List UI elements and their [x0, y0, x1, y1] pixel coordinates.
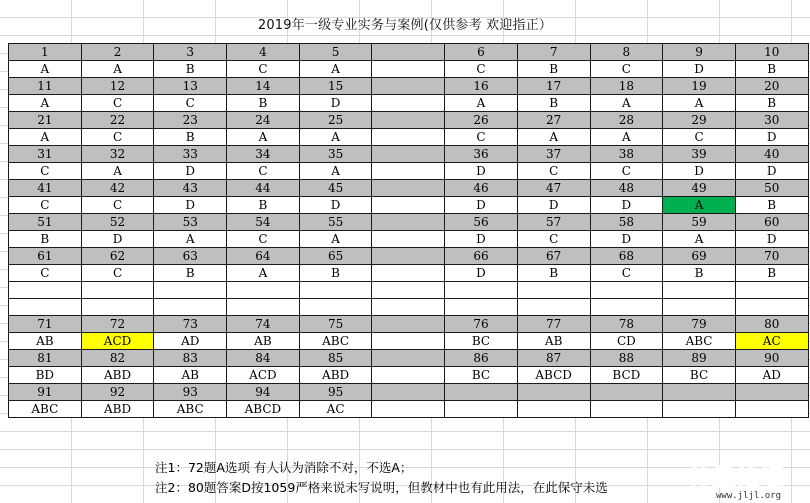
answer-cell[interactable] [517, 401, 590, 418]
question-number-cell[interactable]: 84 [227, 350, 300, 367]
question-number-cell[interactable]: 6 [445, 44, 518, 61]
question-number-row [9, 350, 809, 367]
question-number-cell[interactable]: 50 [735, 180, 808, 197]
question-number-cell[interactable] [372, 112, 445, 129]
answer-cell[interactable]: B [735, 197, 808, 214]
question-number-cell[interactable]: 29 [663, 112, 736, 129]
answer-cell[interactable]: D [735, 231, 808, 248]
question-number-cell[interactable]: 27 [517, 112, 590, 129]
question-number-cell[interactable]: 76 [445, 316, 518, 333]
answer-cell[interactable]: C [9, 197, 82, 214]
answer-cell[interactable]: D [663, 61, 736, 78]
question-number-cell[interactable]: 2 [81, 44, 154, 61]
answer-cell[interactable]: C [227, 61, 300, 78]
question-number-cell[interactable]: 91 [9, 384, 82, 401]
answer-cell[interactable]: ABCD [227, 401, 300, 418]
question-number-cell[interactable]: 64 [227, 248, 300, 265]
answer-cell[interactable]: AB [517, 333, 590, 350]
question-number-row [9, 146, 809, 163]
question-number-cell[interactable]: 66 [445, 248, 518, 265]
question-number-cell[interactable]: 38 [590, 146, 663, 163]
answer-cell[interactable]: C [445, 129, 518, 146]
question-number-cell[interactable] [372, 146, 445, 163]
answer-cell[interactable]: B [517, 265, 590, 282]
question-number-cell[interactable] [372, 350, 445, 367]
question-number-cell[interactable]: 23 [154, 112, 227, 129]
question-number-cell[interactable] [517, 384, 590, 401]
question-number-cell[interactable]: 44 [227, 180, 300, 197]
answer-cell[interactable]: BC [445, 367, 518, 384]
empty-cell[interactable] [517, 282, 590, 299]
empty-cell[interactable] [445, 282, 518, 299]
question-number-cell[interactable]: 47 [517, 180, 590, 197]
empty-cell[interactable] [81, 282, 154, 299]
question-number-cell[interactable]: 69 [663, 248, 736, 265]
question-number-cell[interactable] [663, 384, 736, 401]
question-number-cell[interactable]: 39 [663, 146, 736, 163]
question-number-cell[interactable]: 34 [227, 146, 300, 163]
question-number-cell[interactable]: 14 [227, 78, 300, 95]
answer-cell[interactable]: A [517, 129, 590, 146]
answer-cell[interactable] [372, 163, 445, 180]
question-number-cell[interactable]: 37 [517, 146, 590, 163]
answer-cell[interactable]: A [9, 61, 82, 78]
empty-cell[interactable] [590, 282, 663, 299]
question-number-cell[interactable]: 85 [299, 350, 372, 367]
question-number-cell[interactable]: 86 [445, 350, 518, 367]
empty-cell[interactable] [517, 299, 590, 316]
question-number-cell[interactable]: 60 [735, 214, 808, 231]
answer-cell[interactable]: BD [9, 367, 82, 384]
answer-cell[interactable]: A [299, 129, 372, 146]
answer-cell[interactable]: C [9, 163, 82, 180]
question-number-cell[interactable]: 82 [81, 350, 154, 367]
empty-cell[interactable] [227, 299, 300, 316]
question-number-cell[interactable]: 5 [299, 44, 372, 61]
answer-cell[interactable]: AD [735, 367, 808, 384]
question-number-cell[interactable]: 80 [735, 316, 808, 333]
answer-cell[interactable]: A [663, 197, 736, 214]
question-number-cell[interactable] [372, 78, 445, 95]
answer-cell[interactable]: C [590, 61, 663, 78]
answer-cell[interactable]: AC [735, 333, 808, 350]
watermark-logo [686, 461, 806, 501]
answer-cell[interactable]: AB [9, 333, 82, 350]
question-number-cell[interactable]: 68 [590, 248, 663, 265]
question-number-row [9, 180, 809, 197]
answer-cell[interactable]: D [299, 95, 372, 112]
answer-cell[interactable] [663, 401, 736, 418]
question-number-cell[interactable]: 77 [517, 316, 590, 333]
question-number-cell[interactable]: 25 [299, 112, 372, 129]
answer-cell[interactable]: D [735, 129, 808, 146]
answer-cell[interactable]: ACD [227, 367, 300, 384]
question-number-cell[interactable]: 28 [590, 112, 663, 129]
question-number-cell[interactable]: 95 [299, 384, 372, 401]
question-number-cell[interactable]: 53 [154, 214, 227, 231]
answer-cell[interactable] [372, 231, 445, 248]
answer-cell[interactable]: B [154, 265, 227, 282]
answer-cell[interactable]: C [517, 163, 590, 180]
empty-cell[interactable] [9, 282, 82, 299]
question-number-cell[interactable]: 1 [9, 44, 82, 61]
answer-cell[interactable]: A [227, 129, 300, 146]
question-number-cell[interactable] [372, 214, 445, 231]
answer-cell[interactable]: CD [590, 333, 663, 350]
answer-cell[interactable] [372, 197, 445, 214]
question-number-cell[interactable]: 94 [227, 384, 300, 401]
answer-cell[interactable]: C [81, 197, 154, 214]
empty-cell[interactable] [735, 299, 808, 316]
empty-cell[interactable] [227, 282, 300, 299]
answer-cell[interactable]: A [663, 95, 736, 112]
question-number-cell[interactable]: 61 [9, 248, 82, 265]
answer-cell[interactable]: D [445, 265, 518, 282]
question-number-cell[interactable] [372, 316, 445, 333]
question-number-cell[interactable]: 74 [227, 316, 300, 333]
question-number-cell[interactable] [372, 248, 445, 265]
question-number-cell[interactable]: 4 [227, 44, 300, 61]
answer-cell[interactable]: D [445, 163, 518, 180]
answer-cell[interactable]: D [81, 231, 154, 248]
answer-cell[interactable]: D [299, 197, 372, 214]
blank-row [9, 282, 809, 299]
answer-cell[interactable]: ABC [9, 401, 82, 418]
question-number-cell[interactable]: 19 [663, 78, 736, 95]
answer-cell[interactable]: A [663, 231, 736, 248]
answer-row [9, 129, 809, 146]
question-number-cell[interactable]: 57 [517, 214, 590, 231]
note-1: 注1：72题A选项 有人认为消除不对，不选A； [155, 460, 413, 475]
page-title: 2019年一级专业实务与案例(仅供参考 欢迎指正） [257, 18, 553, 33]
answer-cell[interactable]: B [227, 95, 300, 112]
answer-cell[interactable]: BCD [590, 367, 663, 384]
answer-cell[interactable]: A [9, 129, 82, 146]
answer-cell[interactable]: BC [663, 367, 736, 384]
question-number-cell[interactable]: 13 [154, 78, 227, 95]
question-number-cell[interactable]: 11 [9, 78, 82, 95]
answer-cell[interactable]: A [445, 95, 518, 112]
question-number-cell[interactable]: 46 [445, 180, 518, 197]
empty-cell[interactable] [81, 299, 154, 316]
question-number-cell[interactable]: 15 [299, 78, 372, 95]
answer-table [8, 43, 809, 418]
answer-cell[interactable]: D [154, 197, 227, 214]
empty-cell[interactable] [154, 299, 227, 316]
answer-cell[interactable] [445, 401, 518, 418]
question-number-cell[interactable]: 70 [735, 248, 808, 265]
question-number-cell[interactable]: 10 [735, 44, 808, 61]
answer-cell[interactable]: C [9, 265, 82, 282]
answer-cell[interactable]: A [154, 231, 227, 248]
answer-row [9, 401, 809, 418]
question-number-row [9, 112, 809, 129]
answer-cell[interactable]: B [517, 61, 590, 78]
answer-cell[interactable]: AB [154, 367, 227, 384]
empty-cell[interactable] [299, 282, 372, 299]
answer-cell[interactable]: ABCD [517, 367, 590, 384]
answer-cell[interactable]: D [735, 163, 808, 180]
answer-cell[interactable]: A [299, 163, 372, 180]
question-number-row [9, 384, 809, 401]
answer-cell[interactable]: B [227, 197, 300, 214]
question-number-cell[interactable] [372, 384, 445, 401]
empty-cell[interactable] [663, 282, 736, 299]
answer-cell[interactable]: ACD [81, 333, 154, 350]
question-number-cell[interactable]: 78 [590, 316, 663, 333]
question-number-cell[interactable]: 58 [590, 214, 663, 231]
question-number-cell[interactable] [590, 384, 663, 401]
answer-cell[interactable]: A [590, 95, 663, 112]
question-number-cell[interactable]: 56 [445, 214, 518, 231]
answer-cell[interactable]: B [154, 61, 227, 78]
answer-cell[interactable]: C [81, 129, 154, 146]
question-number-cell[interactable]: 79 [663, 316, 736, 333]
answer-cell[interactable]: A [299, 61, 372, 78]
answer-cell[interactable]: B [517, 95, 590, 112]
answer-row [9, 367, 809, 384]
question-number-cell[interactable]: 22 [81, 112, 154, 129]
answer-cell[interactable] [372, 401, 445, 418]
answer-cell[interactable]: ABC [299, 333, 372, 350]
answer-cell[interactable]: B [9, 231, 82, 248]
answer-cell[interactable] [735, 401, 808, 418]
answer-cell[interactable]: ABD [81, 367, 154, 384]
question-number-cell[interactable] [372, 180, 445, 197]
question-number-cell[interactable]: 63 [154, 248, 227, 265]
question-number-cell[interactable]: 35 [299, 146, 372, 163]
question-number-cell[interactable]: 49 [663, 180, 736, 197]
answer-cell[interactable]: B [663, 265, 736, 282]
question-number-cell[interactable]: 42 [81, 180, 154, 197]
question-number-cell[interactable]: 87 [517, 350, 590, 367]
answer-table-body [9, 44, 809, 418]
question-number-cell[interactable]: 55 [299, 214, 372, 231]
answer-cell[interactable] [372, 129, 445, 146]
answer-cell[interactable] [372, 367, 445, 384]
question-number-cell[interactable]: 89 [663, 350, 736, 367]
question-number-row [9, 44, 809, 61]
question-number-cell[interactable]: 45 [299, 180, 372, 197]
question-number-cell[interactable]: 65 [299, 248, 372, 265]
blank-row [9, 299, 809, 316]
answer-cell[interactable]: A [9, 95, 82, 112]
question-number-cell[interactable]: 16 [445, 78, 518, 95]
question-number-cell[interactable]: 32 [81, 146, 154, 163]
answer-cell[interactable]: BC [445, 333, 518, 350]
question-number-cell[interactable]: 33 [154, 146, 227, 163]
question-number-row [9, 214, 809, 231]
answer-row [9, 231, 809, 248]
answer-cell[interactable]: ABC [663, 333, 736, 350]
question-number-cell[interactable]: 72 [81, 316, 154, 333]
answer-cell[interactable]: D [445, 231, 518, 248]
answer-cell[interactable]: D [445, 197, 518, 214]
answer-cell[interactable]: A [81, 61, 154, 78]
question-number-cell[interactable]: 31 [9, 146, 82, 163]
question-number-cell[interactable] [372, 44, 445, 61]
empty-cell[interactable] [735, 282, 808, 299]
question-number-cell[interactable]: 18 [590, 78, 663, 95]
question-number-cell[interactable]: 93 [154, 384, 227, 401]
answer-cell[interactable]: A [590, 129, 663, 146]
question-number-cell[interactable]: 73 [154, 316, 227, 333]
question-number-cell[interactable]: 12 [81, 78, 154, 95]
question-number-cell[interactable]: 3 [154, 44, 227, 61]
question-number-cell[interactable]: 52 [81, 214, 154, 231]
answer-cell[interactable]: AD [154, 333, 227, 350]
question-number-cell[interactable]: 24 [227, 112, 300, 129]
answer-cell[interactable]: A [227, 265, 300, 282]
question-number-cell[interactable] [735, 384, 808, 401]
question-number-row [9, 316, 809, 333]
question-number-cell[interactable]: 81 [9, 350, 82, 367]
question-number-cell[interactable]: 21 [9, 112, 82, 129]
answer-cell[interactable]: B [735, 265, 808, 282]
answer-row [9, 163, 809, 180]
question-number-cell[interactable]: 92 [81, 384, 154, 401]
answer-cell[interactable]: D [663, 163, 736, 180]
answer-cell[interactable]: D [517, 197, 590, 214]
question-number-cell[interactable]: 9 [663, 44, 736, 61]
question-number-cell[interactable]: 90 [735, 350, 808, 367]
empty-cell[interactable] [154, 282, 227, 299]
answer-cell[interactable]: D [590, 231, 663, 248]
answer-cell[interactable]: C [154, 95, 227, 112]
empty-cell[interactable] [299, 299, 372, 316]
empty-cell[interactable] [663, 299, 736, 316]
question-number-cell[interactable]: 62 [81, 248, 154, 265]
question-number-cell[interactable]: 83 [154, 350, 227, 367]
answer-cell[interactable]: ABD [299, 367, 372, 384]
answer-row [9, 197, 809, 214]
answer-cell[interactable]: AC [299, 401, 372, 418]
question-number-cell[interactable]: 40 [735, 146, 808, 163]
answer-cell[interactable]: D [154, 163, 227, 180]
question-number-cell[interactable] [445, 384, 518, 401]
answer-cell[interactable]: C [663, 129, 736, 146]
answer-cell[interactable]: C [445, 61, 518, 78]
question-number-cell[interactable]: 43 [154, 180, 227, 197]
answer-row [9, 95, 809, 112]
question-number-row [9, 248, 809, 265]
question-number-cell[interactable]: 59 [663, 214, 736, 231]
answer-cell[interactable] [372, 265, 445, 282]
answer-cell[interactable]: B [735, 61, 808, 78]
answer-cell[interactable]: C [590, 163, 663, 180]
watermark-text: 计量论坛 [688, 463, 784, 491]
answer-cell[interactable]: C [517, 231, 590, 248]
answer-cell[interactable]: ABC [154, 401, 227, 418]
empty-cell[interactable] [372, 282, 445, 299]
question-number-cell[interactable]: 30 [735, 112, 808, 129]
answer-cell[interactable]: C [81, 265, 154, 282]
question-number-cell[interactable]: 7 [517, 44, 590, 61]
answer-cell[interactable]: C [227, 163, 300, 180]
answer-row [9, 61, 809, 78]
answer-cell[interactable]: D [590, 197, 663, 214]
answer-cell[interactable]: C [81, 95, 154, 112]
answer-row [9, 265, 809, 282]
question-number-cell[interactable]: 8 [590, 44, 663, 61]
question-number-cell[interactable]: 71 [9, 316, 82, 333]
question-number-cell[interactable]: 67 [517, 248, 590, 265]
question-number-cell[interactable]: 54 [227, 214, 300, 231]
question-number-cell[interactable]: 51 [9, 214, 82, 231]
empty-cell[interactable] [590, 299, 663, 316]
answer-cell[interactable]: B [735, 95, 808, 112]
answer-cell[interactable]: A [81, 163, 154, 180]
answer-cell[interactable] [372, 61, 445, 78]
question-number-cell[interactable]: 75 [299, 316, 372, 333]
notes [155, 458, 608, 498]
question-number-cell[interactable]: 17 [517, 78, 590, 95]
question-number-cell[interactable]: 48 [590, 180, 663, 197]
empty-cell[interactable] [9, 299, 82, 316]
question-number-cell[interactable]: 20 [735, 78, 808, 95]
answer-cell[interactable]: B [154, 129, 227, 146]
empty-cell[interactable] [372, 299, 445, 316]
answer-cell[interactable]: C [227, 231, 300, 248]
watermark-url: www.jljl.org [716, 491, 782, 501]
answer-cell[interactable]: C [590, 265, 663, 282]
answer-cell[interactable] [372, 95, 445, 112]
answer-cell[interactable] [590, 401, 663, 418]
question-number-cell[interactable]: 41 [9, 180, 82, 197]
empty-cell[interactable] [445, 299, 518, 316]
answer-row [9, 333, 809, 350]
question-number-cell[interactable]: 36 [445, 146, 518, 163]
question-number-row [9, 78, 809, 95]
answer-cell[interactable]: B [299, 265, 372, 282]
question-number-cell[interactable]: 26 [445, 112, 518, 129]
answer-cell[interactable] [372, 333, 445, 350]
answer-cell[interactable]: AB [227, 333, 300, 350]
question-number-cell[interactable]: 88 [590, 350, 663, 367]
note-2: 注2：80题答案D按1059严格来说未写说明，但教材中也有此用法，在此保守未选 [155, 480, 608, 495]
answer-cell[interactable]: ABD [81, 401, 154, 418]
answer-cell[interactable]: A [299, 231, 372, 248]
